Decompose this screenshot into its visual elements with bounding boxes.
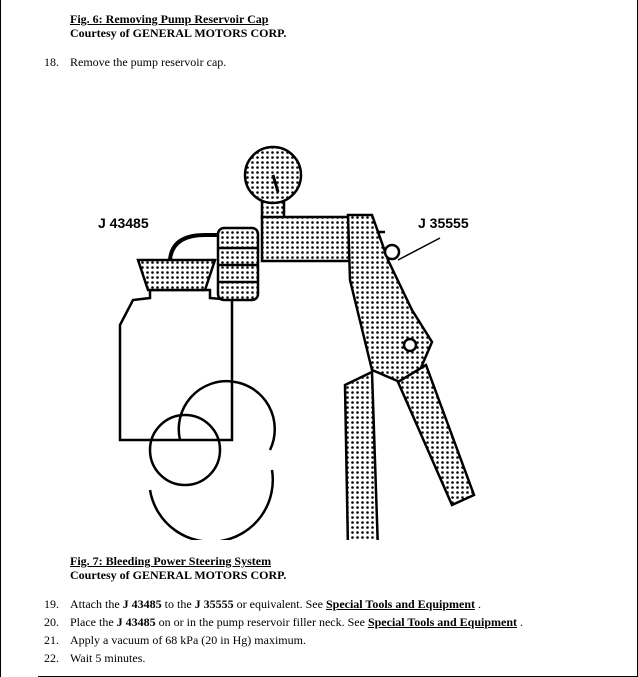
pump-body	[120, 290, 275, 540]
fig7-caption	[70, 554, 286, 582]
text-run: Attach the	[70, 597, 123, 611]
fig7-courtesy: Courtesy of GENERAL MOTORS CORP.	[70, 568, 287, 582]
step-text	[70, 597, 481, 611]
hand-pump-handles	[345, 215, 474, 540]
step-text: Remove the pump reservoir cap.	[70, 55, 227, 69]
pump-cylinder	[262, 217, 356, 261]
bleeding-system-illustration	[0, 120, 638, 540]
vacuum-gauge	[245, 147, 301, 218]
tool-ref: J 43485	[122, 597, 162, 611]
tool-ref: J 43485	[116, 615, 156, 629]
step-number: 19.	[44, 597, 59, 611]
step-number: 20.	[44, 615, 59, 629]
step-text: Apply a vacuum of 68 kPa (20 in Hg) maximum.	[70, 633, 306, 647]
text-run: or equivalent. See	[233, 597, 326, 611]
label-j35555-leader	[398, 238, 440, 260]
label-j43485: J 43485	[98, 215, 149, 231]
fig6-courtesy: Courtesy of GENERAL MOTORS CORP.	[70, 26, 287, 40]
special-tools-link[interactable]: Special Tools and Equipment	[367, 615, 517, 629]
text-run: on or in the pump reservoir filler neck. See	[155, 615, 368, 629]
step-text: Wait 5 minutes.	[70, 651, 146, 665]
fig7-title: Fig. 7: Bleeding Power Steering System	[70, 554, 272, 568]
label-j35555: J 35555	[418, 215, 469, 231]
step-text	[70, 615, 523, 629]
text-run: .	[475, 597, 482, 611]
text-run: Place the	[70, 615, 117, 629]
reservoir-funnel	[138, 260, 215, 290]
fig6-title: Fig. 6: Removing Pump Reservoir Cap	[70, 12, 269, 26]
text-run: to the	[161, 597, 195, 611]
tool-ref: J 35555	[194, 597, 234, 611]
text-run: .	[517, 615, 523, 629]
fig6-caption	[70, 12, 286, 40]
canister	[218, 228, 258, 300]
step-number: 21.	[44, 633, 59, 647]
step-number: 22.	[44, 651, 59, 665]
step-number: 18.	[44, 55, 59, 69]
special-tools-link[interactable]: Special Tools and Equipment	[325, 597, 476, 611]
